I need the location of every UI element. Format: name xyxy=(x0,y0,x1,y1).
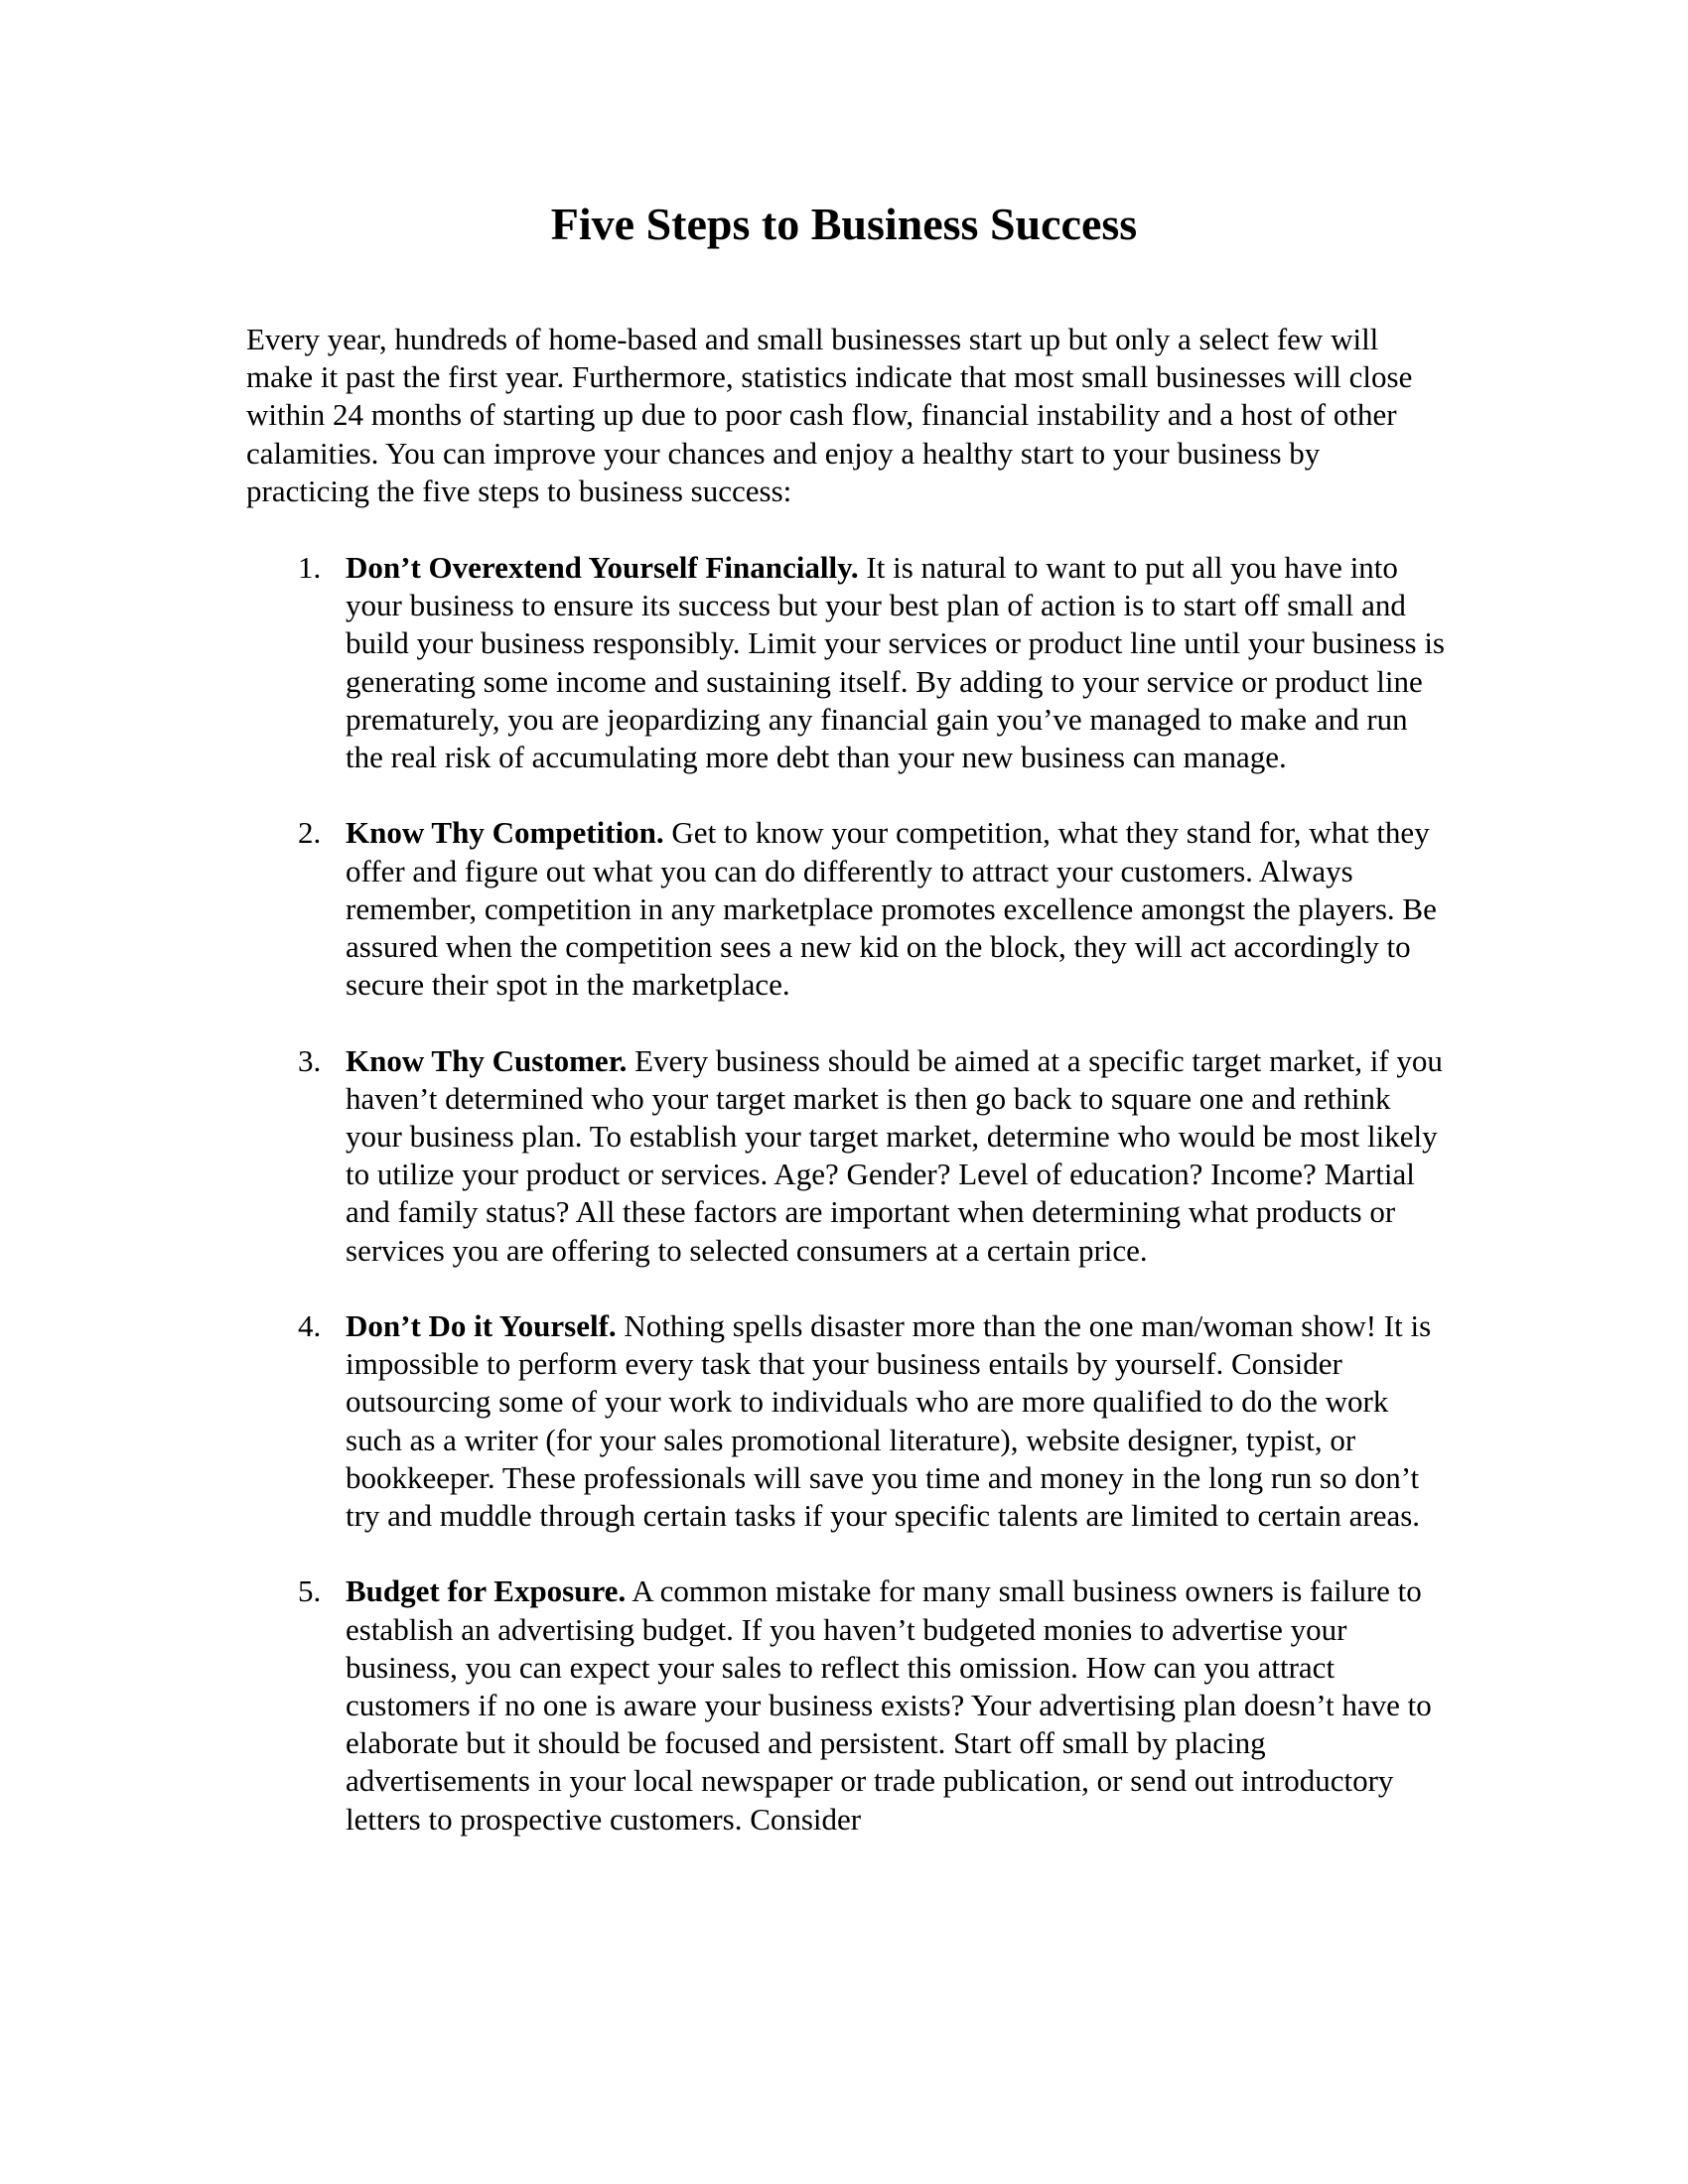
intro-paragraph: Every year, hundreds of home-based and small businesses start up but only a select few will make it past the first year. Furthermore, statistics indicate that most small businesses will close within 24 months of starting up due to poor cash flow, financial instability and a host of other calamities. You can improve your chances and enjoy a healthy start to your business by practicing the five steps to business success: xyxy=(246,322,1413,508)
step-heading: Know Thy Customer. xyxy=(346,1042,628,1078)
step-item-1 xyxy=(246,549,1448,776)
steps-list xyxy=(246,549,1448,1876)
step-heading: Don’t Do it Yourself. xyxy=(346,1308,617,1344)
step-number: 2. xyxy=(298,815,322,851)
step-item-3 xyxy=(246,1042,1448,1270)
step-body: Every business should be aimed at a specific target market, if you haven’t determined who your target market is then go back to square one and rethink your business plan. To establish your target market, determine who would be most likely to utilize your product or services. Age? Gender? Level of education? Income? Martial and family status? All these factors are important when determining what products or services you are offering to selected consumers at a certain price. xyxy=(346,1042,1443,1268)
step-heading: Know Thy Competition. xyxy=(346,815,664,851)
step-item-4 xyxy=(246,1307,1448,1535)
step-number: 1. xyxy=(298,550,322,585)
step-number: 5. xyxy=(298,1573,322,1609)
step-item-5 xyxy=(246,1572,1448,1838)
step-body: It is natural to want to put all you have into your business to ensure its success but your best plan of action is to start off small and build your business responsibly. Limit your services or product line until your business is generating some income and sustaining itself. By adding to your service or product line prematurely, you are jeopardizing any financial gain you’ve managed to make and run the real risk of accumulating more debt than your new business can manage. xyxy=(346,550,1445,775)
step-body: Nothing spells disaster more than the one man/woman show! It is impossible to perform every task that your business entails by yourself. Consider outsourcing some of your work to individuals who are more qualified to do the work such as a writer (for your sales promotional literature), website designer, typist, or bookkeeper. These professionals will save you time and money in the long run so don’t try and muddle through certain tasks if your specific talents are limited to certain areas. xyxy=(346,1308,1432,1534)
step-number: 4. xyxy=(298,1308,322,1344)
step-heading: Budget for Exposure. xyxy=(346,1573,627,1609)
step-heading: Don’t Overextend Yourself Financially. xyxy=(346,550,859,585)
step-item-2 xyxy=(246,814,1448,1004)
step-body: Get to know your competition, what they stand for, what they offer and figure out what you can do differently to attract your customers. Always remember, competition in any marketplace promotes excellence amongst the players. Be assured when the competition sees a new kid on the block, they will act accordingly to secure their spot in the marketplace. xyxy=(346,815,1437,1003)
step-body: A common mistake for many small business owners is failure to establish an advertising budget. If you haven’t budgeted monies to advertise your business, you can expect your sales to reflect this omission. How can you attract customers if no one is aware your business exists? Your advertising plan doesn’t have to elaborate but it should be focused and persistent. Start off small by placing advertisements in your local newspaper or trade publication, or send out introductory letters to prospective customers. Consider xyxy=(346,1573,1432,1837)
step-number: 3. xyxy=(298,1042,322,1078)
document-title: Five Steps to Business Success xyxy=(550,199,1138,249)
